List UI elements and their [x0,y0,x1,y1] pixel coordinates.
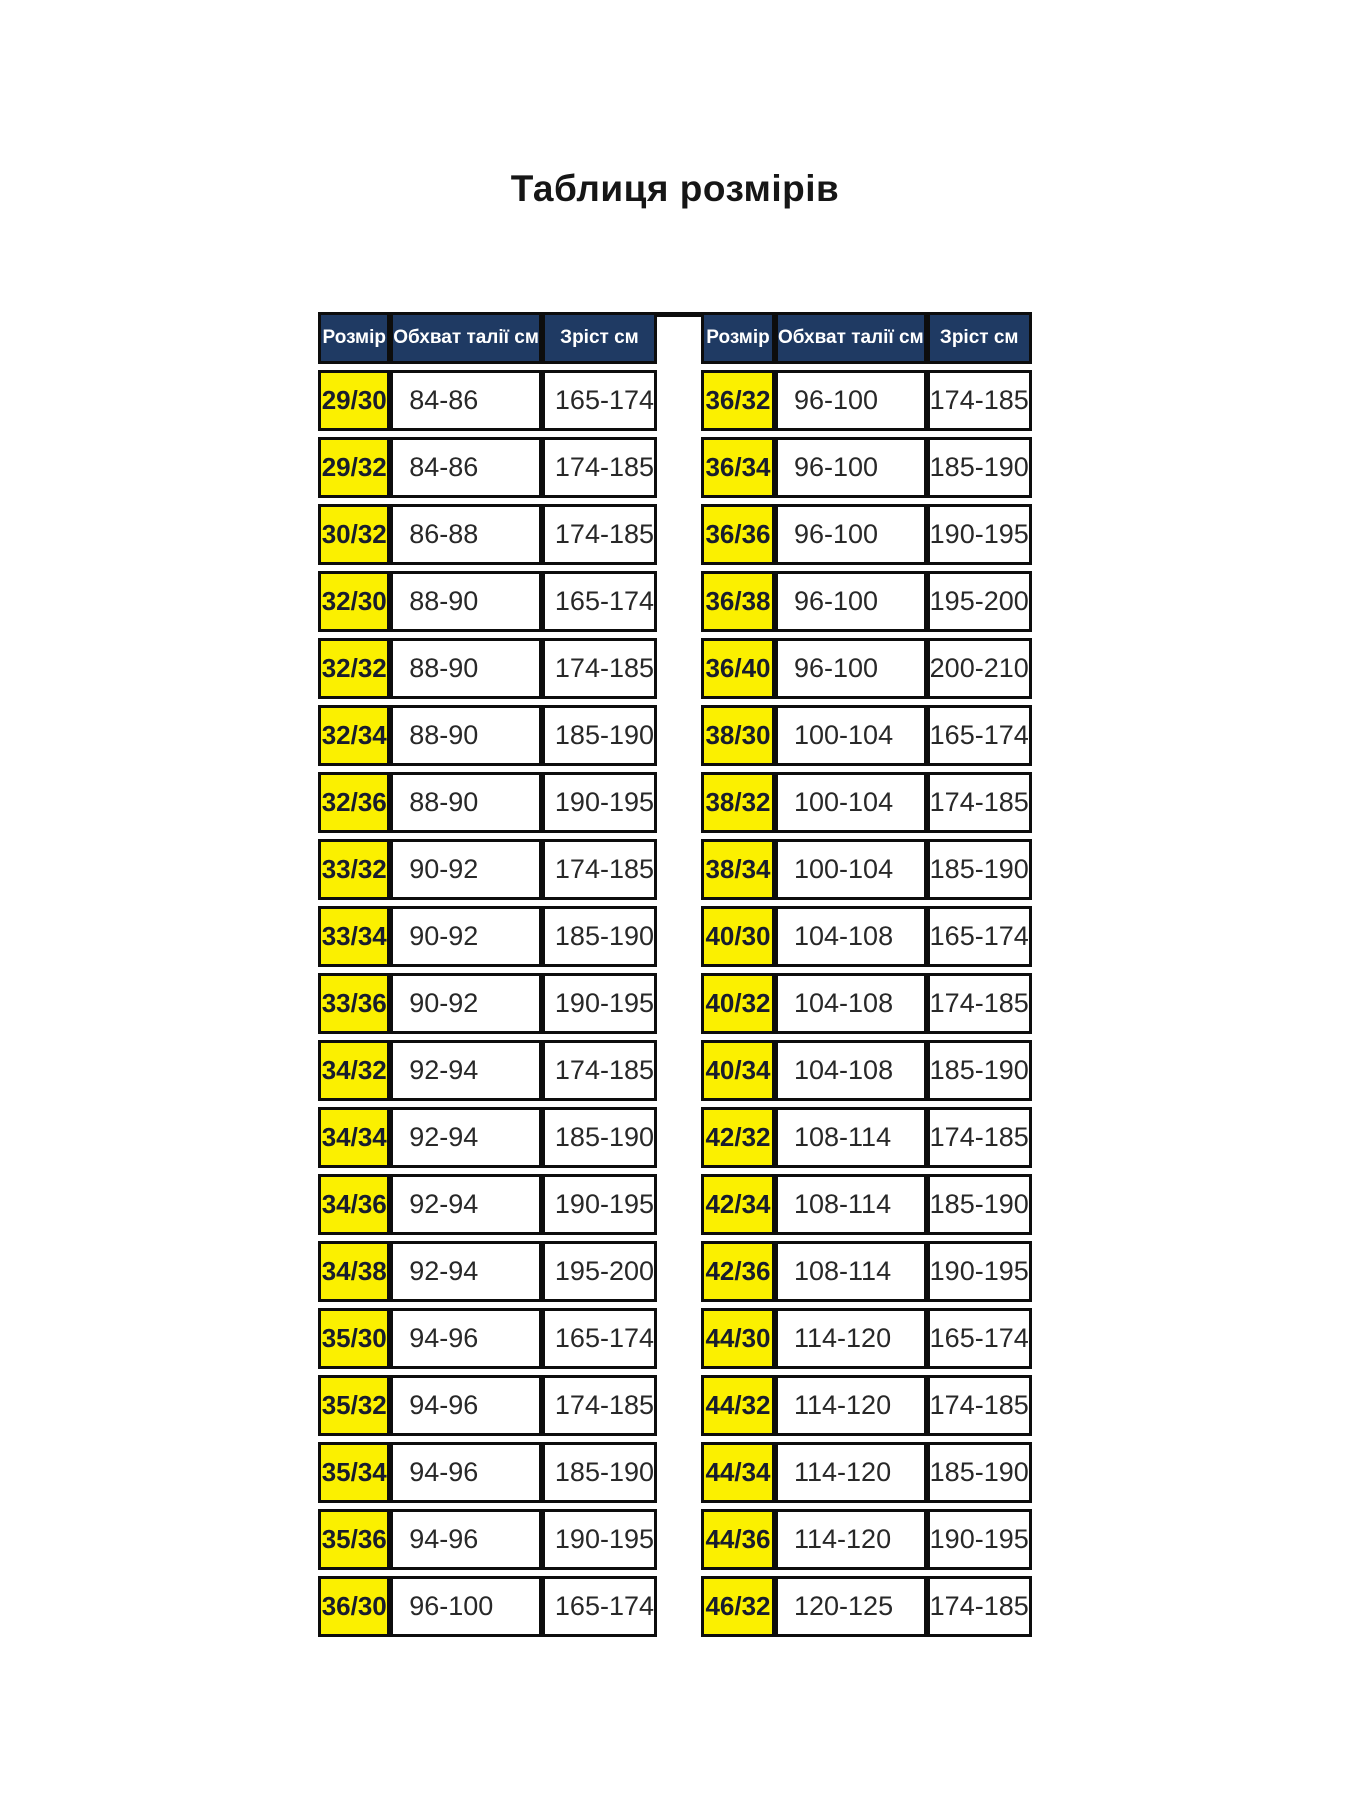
table-row [318,705,1032,766]
height-cell: 185-190 [927,1442,1032,1503]
height-cell: 174-185 [927,1576,1032,1637]
row-spacer [657,839,701,900]
waist-cell: 88-90 [390,638,542,699]
height-cell: 185-190 [542,1442,657,1503]
header-cell-height: Зріст см [927,312,1032,364]
height-cell: 174-185 [927,973,1032,1034]
header-cell-size: Розмір [318,312,390,364]
size-cell: 32/36 [318,772,390,833]
table-row [318,973,1032,1034]
table-row [318,437,1032,498]
waist-cell: 108-114 [775,1174,927,1235]
row-spacer [657,638,701,699]
size-cell: 44/30 [701,1308,775,1369]
table-row [318,1241,1032,1302]
waist-cell: 100-104 [775,839,927,900]
height-cell: 165-174 [927,1308,1032,1369]
height-cell: 174-185 [542,1040,657,1101]
waist-cell: 114-120 [775,1308,927,1369]
row-spacer [657,772,701,833]
row-spacer [657,571,701,632]
waist-cell: 94-96 [390,1442,542,1503]
waist-cell: 90-92 [390,906,542,967]
size-cell: 34/36 [318,1174,390,1235]
waist-cell: 114-120 [775,1509,927,1570]
waist-cell: 92-94 [390,1241,542,1302]
waist-cell: 92-94 [390,1040,542,1101]
size-cell: 35/36 [318,1509,390,1570]
height-cell: 190-195 [542,1509,657,1570]
height-cell: 165-174 [927,705,1032,766]
row-spacer [657,705,701,766]
height-cell: 190-195 [542,772,657,833]
height-cell: 185-190 [542,1107,657,1168]
height-cell: 174-185 [542,437,657,498]
height-cell: 185-190 [542,906,657,967]
height-cell: 195-200 [927,571,1032,632]
waist-cell: 96-100 [775,504,927,565]
waist-cell: 90-92 [390,973,542,1034]
height-cell: 174-185 [542,504,657,565]
size-cell: 42/36 [701,1241,775,1302]
height-cell: 185-190 [542,705,657,766]
table-row [318,1576,1032,1637]
row-spacer [657,1509,701,1570]
row-spacer [657,1174,701,1235]
height-cell: 185-190 [927,1174,1032,1235]
size-cell: 36/40 [701,638,775,699]
header-cell-waist: Обхват талії см [775,312,927,364]
table-row [318,1107,1032,1168]
table-row [318,906,1032,967]
waist-cell: 94-96 [390,1375,542,1436]
size-cell: 38/32 [701,772,775,833]
waist-cell: 96-100 [775,638,927,699]
waist-cell: 88-90 [390,571,542,632]
waist-cell: 108-114 [775,1241,927,1302]
height-cell: 190-195 [927,1509,1032,1570]
waist-cell: 114-120 [775,1442,927,1503]
row-spacer [657,973,701,1034]
height-cell: 174-185 [927,1107,1032,1168]
header-row [318,312,1032,364]
waist-cell: 96-100 [390,1576,542,1637]
row-spacer [657,1040,701,1101]
waist-cell: 104-108 [775,1040,927,1101]
size-cell: 35/34 [318,1442,390,1503]
size-cell: 42/32 [701,1107,775,1168]
row-spacer [657,1107,701,1168]
table-row [318,638,1032,699]
waist-cell: 88-90 [390,772,542,833]
height-cell: 190-195 [927,504,1032,565]
size-cell: 35/32 [318,1375,390,1436]
row-spacer [657,370,701,431]
table-body [318,370,1032,1637]
size-cell: 40/34 [701,1040,775,1101]
size-cell: 32/34 [318,705,390,766]
size-cell: 30/32 [318,504,390,565]
size-cell: 33/32 [318,839,390,900]
size-cell: 34/32 [318,1040,390,1101]
size-cell: 32/32 [318,638,390,699]
size-cell: 29/32 [318,437,390,498]
height-cell: 165-174 [542,370,657,431]
height-cell: 165-174 [542,571,657,632]
height-cell: 165-174 [542,1576,657,1637]
waist-cell: 96-100 [775,571,927,632]
waist-cell: 86-88 [390,504,542,565]
waist-cell: 108-114 [775,1107,927,1168]
table-row [318,504,1032,565]
size-cell: 36/30 [318,1576,390,1637]
size-cell: 33/36 [318,973,390,1034]
waist-cell: 92-94 [390,1107,542,1168]
size-cell: 38/30 [701,705,775,766]
height-cell: 195-200 [542,1241,657,1302]
size-cell: 36/38 [701,571,775,632]
page-title: Таблиця розмірів [510,168,840,209]
table-row [318,772,1032,833]
row-spacer [657,1442,701,1503]
row-spacer [657,1241,701,1302]
table-row [318,370,1032,431]
table-row [318,1375,1032,1436]
size-cell: 33/34 [318,906,390,967]
size-tables [318,306,1032,1643]
height-cell: 200-210 [927,638,1032,699]
waist-cell: 120-125 [775,1576,927,1637]
row-spacer [657,1576,701,1637]
size-cell: 34/34 [318,1107,390,1168]
table-row [318,571,1032,632]
size-cell: 38/34 [701,839,775,900]
waist-cell: 84-86 [390,370,542,431]
waist-cell: 94-96 [390,1509,542,1570]
height-cell: 185-190 [927,1040,1032,1101]
size-cell: 35/30 [318,1308,390,1369]
waist-cell: 114-120 [775,1375,927,1436]
height-cell: 190-195 [542,1174,657,1235]
waist-cell: 100-104 [775,772,927,833]
waist-cell: 96-100 [775,437,927,498]
waist-cell: 104-108 [775,906,927,967]
height-cell: 165-174 [542,1308,657,1369]
waist-cell: 88-90 [390,705,542,766]
row-spacer [657,437,701,498]
size-cell: 36/32 [701,370,775,431]
waist-cell: 84-86 [390,437,542,498]
height-cell: 174-185 [542,638,657,699]
header-cell-waist: Обхват талії см [390,312,542,364]
height-cell: 185-190 [927,839,1032,900]
size-cell: 36/34 [701,437,775,498]
table-row [318,839,1032,900]
header-cell-height: Зріст см [542,312,657,364]
waist-cell: 100-104 [775,705,927,766]
row-spacer [657,1308,701,1369]
size-cell: 44/34 [701,1442,775,1503]
size-cell: 32/30 [318,571,390,632]
height-cell: 174-185 [542,1375,657,1436]
size-cell: 40/32 [701,973,775,1034]
waist-cell: 104-108 [775,973,927,1034]
height-cell: 174-185 [927,772,1032,833]
height-cell: 165-174 [927,906,1032,967]
size-cell: 34/38 [318,1241,390,1302]
size-cell: 40/30 [701,906,775,967]
height-cell: 185-190 [927,437,1032,498]
header-cell-size: Розмір [701,312,775,364]
table-row [318,1308,1032,1369]
table-row [318,1040,1032,1101]
waist-cell: 94-96 [390,1308,542,1369]
height-cell: 174-185 [927,370,1032,431]
size-cell: 36/36 [701,504,775,565]
row-spacer [657,906,701,967]
height-cell: 190-195 [542,973,657,1034]
height-cell: 174-185 [927,1375,1032,1436]
row-spacer [657,1375,701,1436]
height-cell: 174-185 [542,839,657,900]
waist-cell: 96-100 [775,370,927,431]
waist-cell: 90-92 [390,839,542,900]
waist-cell: 92-94 [390,1174,542,1235]
size-cell: 29/30 [318,370,390,431]
size-cell: 44/32 [701,1375,775,1436]
table-row [318,1442,1032,1503]
height-cell: 190-195 [927,1241,1032,1302]
size-cell: 44/36 [701,1509,775,1570]
table-row [318,1174,1032,1235]
row-spacer [657,504,701,565]
table-row [318,1509,1032,1570]
table-gap [657,312,701,364]
size-cell: 46/32 [701,1576,775,1637]
size-cell: 42/34 [701,1174,775,1235]
